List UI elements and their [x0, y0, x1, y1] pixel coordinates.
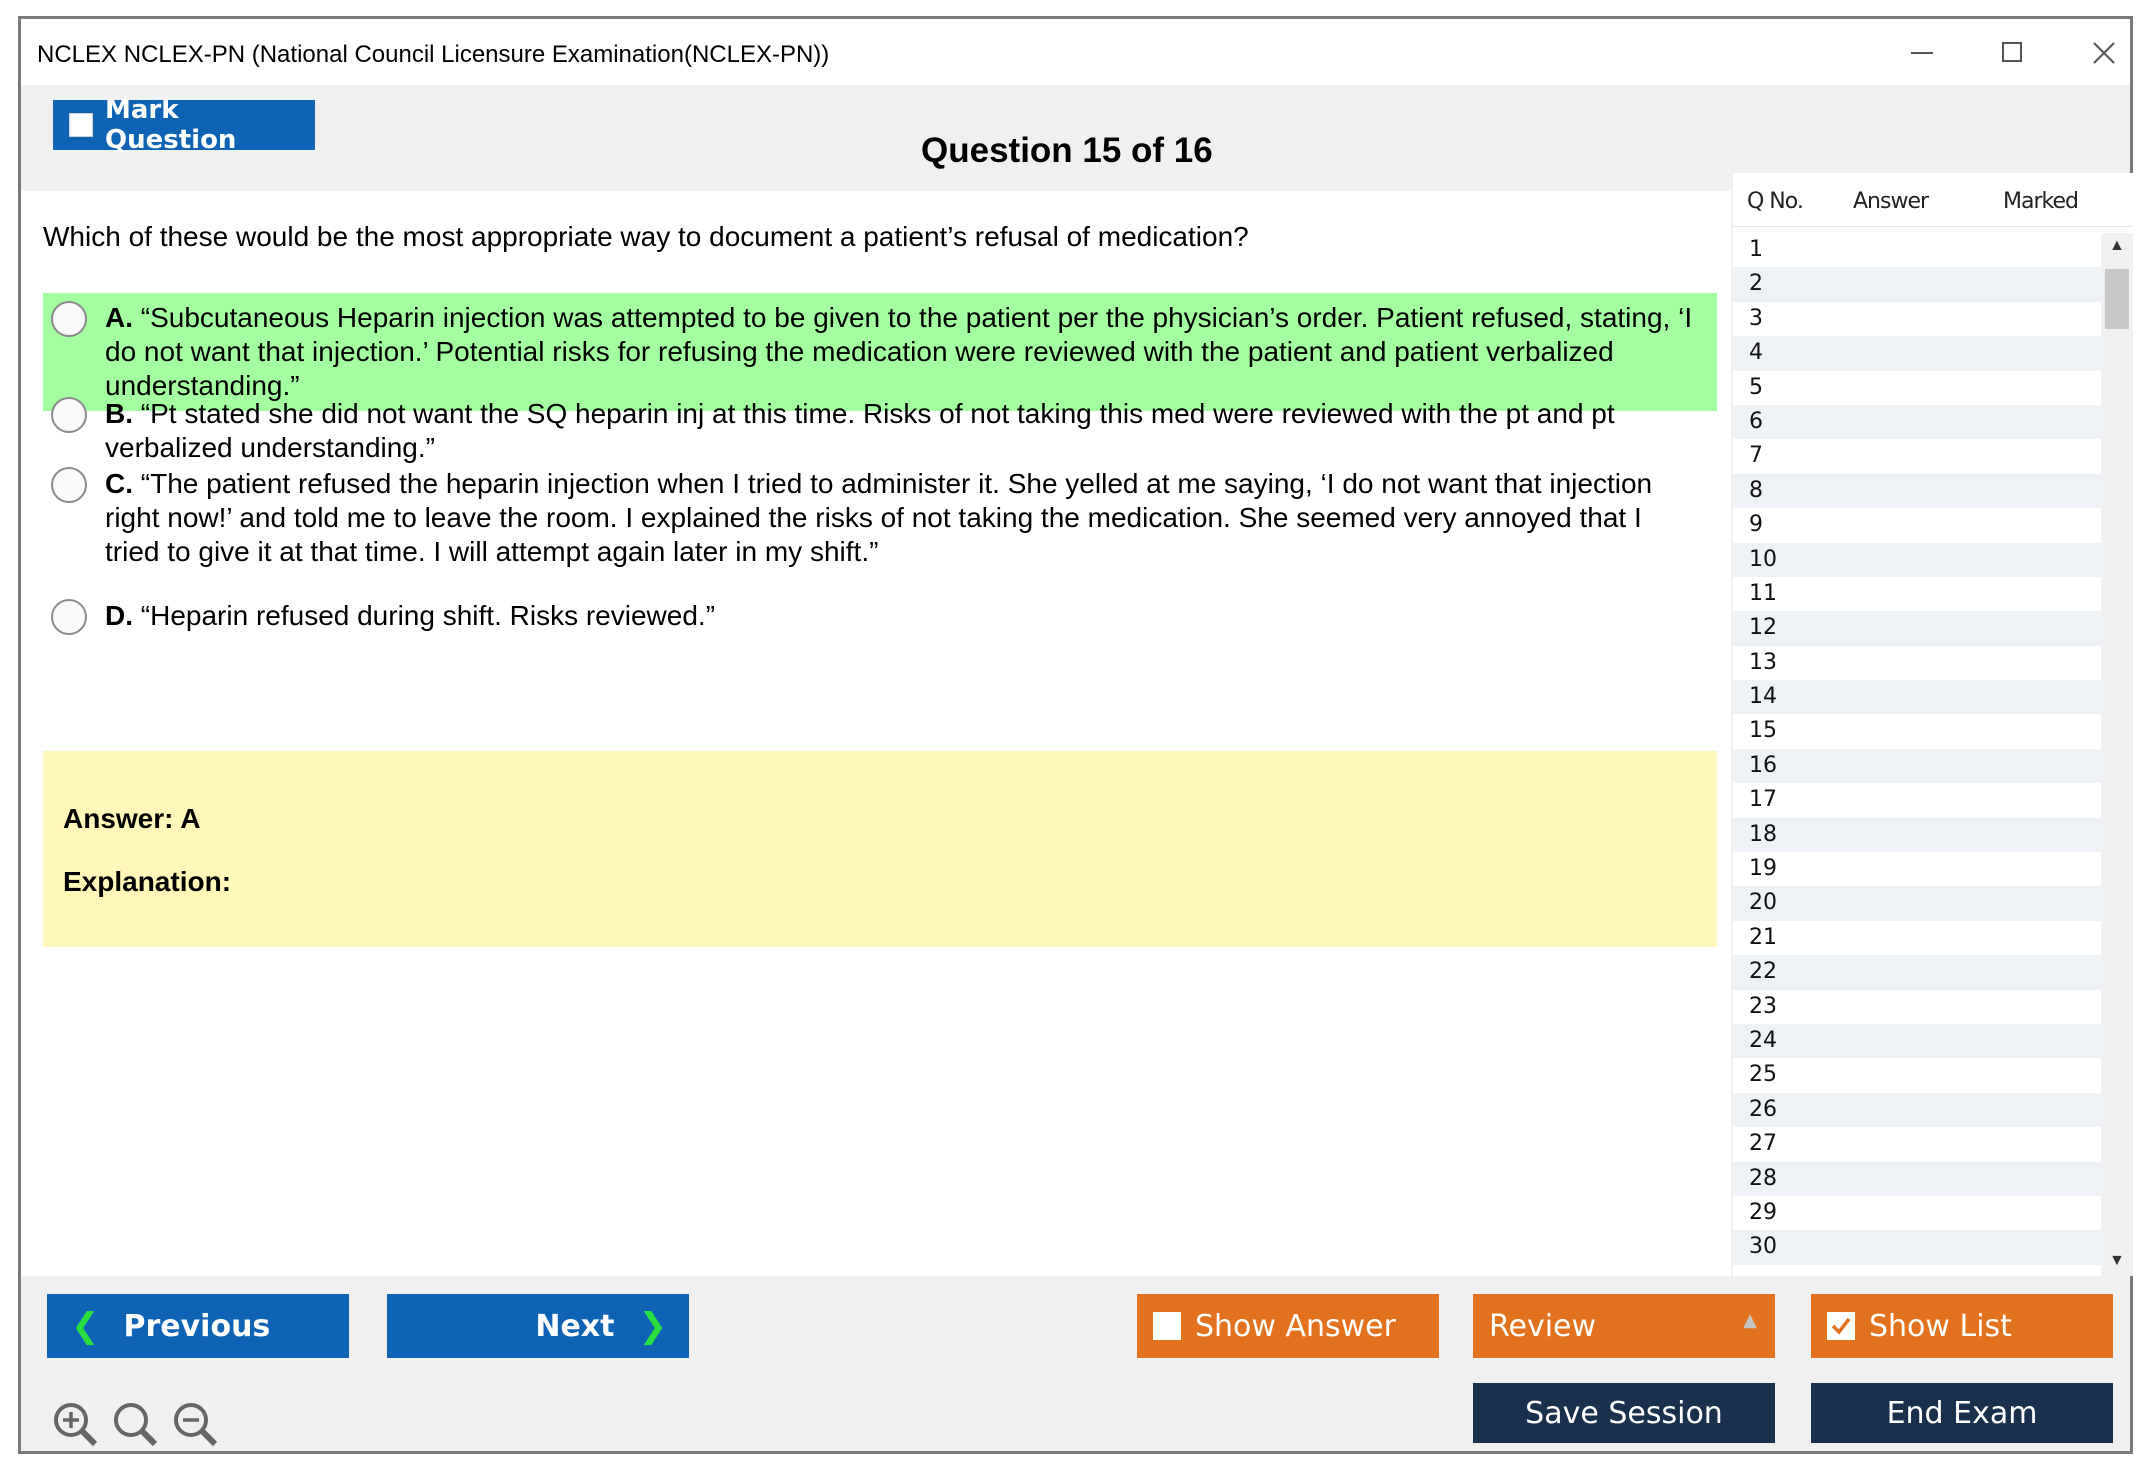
zoom-out-icon — [171, 1400, 219, 1448]
question-list-row[interactable]: 8 — [1733, 474, 2101, 508]
zoom-reset-button[interactable] — [111, 1400, 159, 1448]
column-header-answer[interactable]: Answer — [1853, 189, 1929, 214]
question-list-scrollbar[interactable] — [2101, 233, 2133, 1276]
question-list-header — [1733, 173, 2133, 227]
minimize-icon — [1909, 41, 1935, 65]
question-list-row[interactable]: 3 — [1749, 305, 1763, 331]
previous-label: Previous — [123, 1308, 271, 1344]
question-list-panel — [1733, 173, 2133, 1276]
show-answer-button[interactable] — [1137, 1294, 1439, 1358]
option-d[interactable] — [43, 591, 1717, 641]
mark-question-button[interactable] — [53, 95, 315, 155]
option-letter: A. — [105, 302, 133, 333]
question-list-row[interactable]: 13 — [1749, 649, 1777, 675]
maximize-icon — [1999, 41, 2025, 65]
show-list-button[interactable] — [1811, 1294, 2113, 1358]
end-exam-label: End Exam — [1886, 1395, 2038, 1431]
option-c[interactable] — [43, 459, 1717, 577]
option-text: “Subcutaneous Heparin injection was attempted to be given to the patient per the physician’s order. Patient refused, stating, ‘I do not want that injection.’ Potential risks for refusing the medication were reviewed with the patient and patient verbalized understanding.” — [105, 302, 1693, 401]
question-list-row[interactable]: 27 — [1749, 1131, 1777, 1157]
question-list-row[interactable]: 11 — [1749, 580, 1777, 606]
question-list-row[interactable]: 7 — [1749, 443, 1763, 469]
zoom-in-button[interactable] — [51, 1400, 99, 1448]
question-counter: Question 15 of 16 — [921, 131, 1213, 170]
option-text: “Pt stated she did not want the SQ heparin inj at this time. Risks of not taking this med were reviewed with the pt and pt verbalized understanding.” — [105, 398, 1615, 463]
checkbox-checked-icon — [1827, 1312, 1855, 1340]
column-header-marked[interactable]: Marked — [2003, 189, 2078, 214]
question-list-row[interactable]: 16 — [1733, 749, 2101, 783]
radio-button-d[interactable] — [51, 599, 87, 635]
checkbox-icon — [69, 113, 93, 137]
question-stem: Which of these would be the most appropriate way to document a patient’s refusal of medication? — [43, 221, 1249, 252]
option-text: “Heparin refused during shift. Risks reviewed.” — [140, 600, 716, 631]
question-list-row[interactable]: 25 — [1749, 1062, 1777, 1088]
question-list-row[interactable]: 19 — [1749, 856, 1777, 882]
answer-text: Answer: A — [63, 803, 201, 834]
review-dropdown[interactable] — [1473, 1294, 1775, 1358]
app-window — [18, 16, 2133, 1454]
question-list-row[interactable]: 23 — [1749, 993, 1777, 1019]
explanation-label: Explanation: — [63, 866, 232, 897]
option-text: “The patient refused the heparin injection when I tried to administer it. She yelled at me saying, ‘I do not want that injection right now!’ and told me to leave the room. I explained the risks of not taking the medication. She seemed very annoyed that I tried to give it at that time. I will attempt again later in my shift.” — [105, 468, 1653, 567]
question-list-row[interactable]: 28 — [1733, 1162, 2101, 1196]
question-list-row[interactable]: 14 — [1733, 680, 2101, 714]
question-list-row[interactable]: 22 — [1733, 955, 2101, 989]
title-bar — [21, 19, 2130, 85]
mark-question-label: Mark Question — [105, 95, 237, 155]
chevron-right-icon: ❯ — [638, 1306, 667, 1346]
maximize-button[interactable] — [1981, 31, 2041, 75]
question-list-row[interactable]: 24 — [1733, 1024, 2101, 1058]
question-list-row[interactable]: 17 — [1749, 787, 1777, 813]
option-letter: B. — [105, 398, 133, 429]
question-list-row[interactable]: 4 — [1733, 336, 2101, 370]
checkbox-icon — [1153, 1312, 1181, 1340]
review-label: Review — [1489, 1308, 1597, 1344]
caret-up-icon: ▲ — [1743, 1310, 1757, 1331]
minimize-button[interactable] — [1891, 31, 1951, 75]
question-panel — [21, 191, 1731, 1276]
next-button[interactable] — [387, 1294, 689, 1358]
radio-button-a[interactable] — [51, 301, 87, 337]
question-list-row[interactable]: 18 — [1733, 818, 2101, 852]
radio-button-b[interactable] — [51, 397, 87, 433]
option-letter: D. — [105, 600, 133, 631]
scroll-up-icon[interactable]: ▲ — [2109, 237, 2125, 254]
column-header-qno[interactable]: Q No. — [1747, 189, 1803, 214]
question-list-row[interactable]: 1 — [1749, 237, 1763, 262]
radio-button-c[interactable] — [51, 467, 87, 503]
question-list-row[interactable]: 29 — [1749, 1199, 1777, 1225]
window-title: NCLEX NCLEX-PN (National Council Licensure Examination(NCLEX-PN)) — [37, 41, 830, 68]
zoom-out-button[interactable] — [171, 1400, 219, 1448]
question-list-row[interactable]: 15 — [1749, 718, 1777, 744]
show-answer-label: Show Answer — [1195, 1308, 1396, 1344]
save-session-button[interactable] — [1473, 1383, 1775, 1443]
show-list-label: Show List — [1869, 1308, 2012, 1344]
question-list-row[interactable]: 12 — [1733, 611, 2101, 645]
question-list-row[interactable]: 2 — [1733, 267, 2101, 301]
question-list-row[interactable]: 20 — [1733, 886, 2101, 920]
answer-panel — [43, 751, 1717, 947]
scroll-thumb[interactable] — [2105, 269, 2129, 329]
close-icon — [2091, 41, 2117, 65]
chevron-left-icon: ❮ — [71, 1306, 100, 1346]
question-list-row[interactable]: 6 — [1733, 405, 2101, 439]
question-list-row[interactable]: 26 — [1733, 1093, 2101, 1127]
question-list-row[interactable]: 21 — [1749, 924, 1777, 950]
option-letter: C. — [105, 468, 133, 499]
end-exam-button[interactable] — [1811, 1383, 2113, 1443]
question-list-row[interactable]: 9 — [1749, 512, 1763, 538]
previous-button[interactable] — [47, 1294, 349, 1358]
close-button[interactable] — [2073, 31, 2133, 75]
question-list-row[interactable]: 10 — [1733, 543, 2101, 577]
zoom-reset-icon — [111, 1400, 159, 1448]
question-list-rows — [1733, 233, 2101, 1265]
next-label: Next — [535, 1308, 615, 1344]
zoom-in-icon — [51, 1400, 99, 1448]
question-list-row[interactable]: 5 — [1749, 374, 1763, 400]
save-session-label: Save Session — [1525, 1395, 1723, 1431]
question-list-row[interactable]: 30 — [1733, 1230, 2101, 1264]
scroll-down-icon[interactable]: ▼ — [2109, 1252, 2125, 1269]
footer-toolbar — [21, 1276, 2130, 1451]
